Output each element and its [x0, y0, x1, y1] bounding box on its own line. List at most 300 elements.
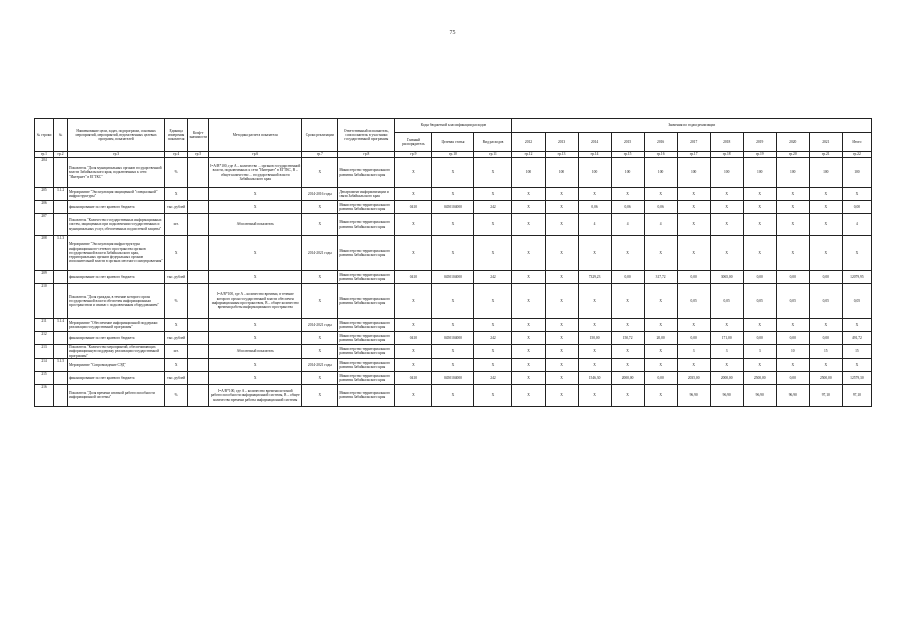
total-value-cell: X [842, 236, 871, 271]
cs-code-cell: X [432, 214, 474, 236]
year-value-cell: X [677, 319, 710, 332]
executor-cell: Министерство территориального развития Забайкальского края [338, 319, 395, 332]
table-row [35, 284, 872, 319]
cs-code-cell: 0450104000 [432, 371, 474, 384]
header-year: 2015 [611, 133, 644, 152]
year-value-cell: X [710, 236, 743, 271]
unit-cell: X [165, 358, 188, 371]
executor-cell: Министерство территориального развития Забайкальского края [338, 371, 395, 384]
method-cell: X [209, 271, 302, 284]
column-number: гр.10 [432, 152, 474, 158]
vr-code-cell: 242 [474, 371, 512, 384]
unit-cell: тыс. рублей [165, 201, 188, 214]
year-value-cell: X [578, 284, 611, 319]
year-value-cell: 100 [677, 158, 710, 188]
total-value-cell: X [842, 319, 871, 332]
year-value-cell: X [644, 236, 677, 271]
year-value-cell: X [644, 284, 677, 319]
year-value-cell: X [644, 319, 677, 332]
header-row-1 [35, 119, 872, 133]
name-cell: финансирование за счет краевого бюджета [68, 271, 165, 284]
year-value-cell: 100 [776, 158, 809, 188]
cs-code-cell: X [432, 236, 474, 271]
year-value-cell: 100 [644, 158, 677, 188]
method-cell: X [209, 358, 302, 371]
header-cs: Целевая статья [432, 133, 474, 152]
coef-cell [188, 319, 209, 332]
year-value-cell: X [545, 188, 578, 201]
total-value-cell: X [842, 358, 871, 371]
year-value-cell: 2000,00 [611, 371, 644, 384]
gr-code-cell: X [395, 345, 432, 359]
method-cell: Абсолютный показатель [209, 214, 302, 236]
row-number-cell: 207 [35, 214, 54, 236]
gr-code-cell: X [395, 319, 432, 332]
name-cell: финансирование за счет краевого бюджета [68, 332, 165, 345]
row-number-cell: 204 [35, 158, 54, 188]
name-cell: Показатель "Количество мероприятий, обеспечивающих информационную поддержку реализации государственной программы" [68, 345, 165, 359]
year-value-cell: X [611, 236, 644, 271]
gr-code-cell: X [395, 214, 432, 236]
year-value-cell: X [776, 214, 809, 236]
year-value-cell: 0,05 [743, 284, 776, 319]
column-number: гр.19 [743, 152, 776, 158]
year-value-cell: X [512, 319, 545, 332]
year-value-cell: 96,90 [710, 384, 743, 406]
year-value-cell: X [809, 214, 842, 236]
header-method: Методика расчета показателя [209, 119, 302, 152]
method-cell: I=A/B*100, где A – количество времени штатной работоспособности информационной системы, B – общее количество времени работы информационной системы [209, 384, 302, 406]
total-value-cell: 12579,30 [842, 371, 871, 384]
row-number-cell: 205 [35, 188, 54, 201]
item-number-cell [54, 158, 68, 188]
period-cell: X [302, 158, 338, 188]
row-number-cell: 211 [35, 319, 54, 332]
year-value-cell: 0,00 [809, 332, 842, 345]
year-value-cell: 4 [644, 214, 677, 236]
name-cell: финансирование за счет краевого бюджета [68, 201, 165, 214]
year-value-cell: X [809, 319, 842, 332]
item-number-cell [54, 384, 68, 406]
year-value-cell: X [644, 345, 677, 359]
year-value-cell: X [512, 236, 545, 271]
gr-code-cell: X [395, 284, 432, 319]
year-value-cell: X [743, 201, 776, 214]
header-row-no: № строки [35, 119, 54, 152]
row-number-cell: 213 [35, 345, 54, 359]
column-number: гр.11 [474, 152, 512, 158]
total-value-cell: 15 [842, 345, 871, 359]
year-value-cell: X [611, 188, 644, 201]
year-value-cell: X [578, 358, 611, 371]
name-cell: Показатель "Доля муниципальных органов государственной власти Забайкальского края, подключенных к сети "Интернет" в ЕГТКС" [68, 158, 165, 188]
method-cell: X [209, 319, 302, 332]
cs-code-cell: X [432, 284, 474, 319]
cs-code-cell: X [432, 384, 474, 406]
row-number-cell: 215 [35, 371, 54, 384]
year-value-cell: X [809, 201, 842, 214]
year-value-cell: X [809, 188, 842, 201]
name-cell: Мероприятие "Обеспечение информационной поддержки реализации государственной программы" [68, 319, 165, 332]
gr-code-cell: X [395, 188, 432, 201]
year-value-cell: X [512, 188, 545, 201]
year-value-cell: X [710, 214, 743, 236]
table-row [35, 371, 872, 384]
column-number: гр.12 [512, 152, 545, 158]
year-value-cell: X [776, 236, 809, 271]
header-year: 2020 [776, 133, 809, 152]
year-value-cell: 2500,00 [743, 371, 776, 384]
coef-cell [188, 284, 209, 319]
year-value-cell: X [545, 236, 578, 271]
year-value-cell: X [512, 214, 545, 236]
year-value-cell: X [545, 201, 578, 214]
year-value-cell: X [743, 236, 776, 271]
header-executor: Ответственный исполнитель, соисполнитель в участники государственной программы [338, 119, 395, 152]
gr-code-cell: 0410 [395, 201, 432, 214]
year-value-cell: X [578, 236, 611, 271]
table-row [35, 271, 872, 284]
year-value-cell: 3 [743, 345, 776, 359]
year-value-cell: 3 [677, 345, 710, 359]
year-value-cell: X [677, 358, 710, 371]
year-value-cell: X [545, 284, 578, 319]
year-value-cell: 0,05 [776, 284, 809, 319]
table-row [35, 358, 872, 371]
year-value-cell: 150,00 [578, 332, 611, 345]
year-value-cell: 0,00 [677, 332, 710, 345]
executor-cell: Министерство территориального развития Забайкальского края [338, 236, 395, 271]
vr-code-cell: X [474, 158, 512, 188]
year-value-cell: 0,00 [776, 332, 809, 345]
year-value-cell: X [578, 188, 611, 201]
column-number: гр.6 [209, 152, 302, 158]
period-cell: X [302, 384, 338, 406]
column-number: гр.15 [611, 152, 644, 158]
total-value-cell: 4 [842, 214, 871, 236]
unit-cell: X [165, 319, 188, 332]
year-value-cell: 15 [809, 345, 842, 359]
year-value-cell: 3065,00 [710, 271, 743, 284]
name-cell: Показатель "Количество государственных информационных систем, защищенных при подключении государственных и муниципальных услуг, обеспеченных подсистемой защиты" [68, 214, 165, 236]
method-cell: X [209, 332, 302, 345]
total-value-cell: 97,10 [842, 384, 871, 406]
coef-cell [188, 188, 209, 201]
year-value-cell: 10 [776, 345, 809, 359]
program-table [34, 118, 872, 407]
year-value-cell: 3 [710, 345, 743, 359]
item-number-cell [54, 271, 68, 284]
column-number: гр.8 [338, 152, 395, 158]
vr-code-cell: X [474, 358, 512, 371]
year-value-cell: 317,72 [644, 271, 677, 284]
total-value-cell: 0,05 [842, 284, 871, 319]
gr-code-cell: X [395, 384, 432, 406]
year-value-cell: X [710, 188, 743, 201]
year-value-cell: X [512, 332, 545, 345]
gr-code-cell: 0410 [395, 371, 432, 384]
item-number-cell [54, 284, 68, 319]
year-value-cell: X [545, 358, 578, 371]
unit-cell: X [165, 188, 188, 201]
unit-cell: тыс. рублей [165, 371, 188, 384]
year-value-cell: X [545, 214, 578, 236]
year-value-cell: X [512, 345, 545, 359]
year-value-cell: X [677, 236, 710, 271]
page-number: 75 [449, 30, 456, 36]
coef-cell [188, 332, 209, 345]
year-value-cell: X [578, 345, 611, 359]
header-num: № [54, 119, 68, 152]
total-value-cell: X [842, 188, 871, 201]
header-budget-codes: Коды бюджетной классификации расходов [395, 119, 512, 133]
year-value-cell: X [512, 371, 545, 384]
method-cell: X [209, 236, 302, 271]
vr-code-cell: X [474, 384, 512, 406]
coef-cell [188, 158, 209, 188]
year-value-cell: 4 [578, 214, 611, 236]
year-value-cell: X [644, 358, 677, 371]
year-value-cell: 7329,23 [578, 271, 611, 284]
year-value-cell: X [611, 284, 644, 319]
table-row [35, 214, 872, 236]
row-number-cell: 208 [35, 236, 54, 271]
column-number: гр.18 [710, 152, 743, 158]
table-row [35, 201, 872, 214]
name-cell: Мероприятие "Эксплуатация защищенной "специальной" инфраструктуры" [68, 188, 165, 201]
unit-cell: шт. [165, 345, 188, 359]
period-cell: X [302, 371, 338, 384]
executor-cell: Министерство территориального развития Забайкальского края [338, 384, 395, 406]
year-value-cell: X [611, 384, 644, 406]
year-value-cell: X [710, 319, 743, 332]
year-value-cell: X [710, 201, 743, 214]
coef-cell [188, 236, 209, 271]
year-value-cell: X [677, 188, 710, 201]
total-value-cell: 0,00 [842, 201, 871, 214]
year-value-cell: X [545, 319, 578, 332]
method-cell: I=A/B*100, где A – количество ... органов государственной власти, подключенных к сети "Интернет" в ЕГТКС, B – общее количество ... государственной власти Забайкальского края [209, 158, 302, 188]
year-value-cell: X [545, 371, 578, 384]
unit-cell: шт. [165, 214, 188, 236]
header-year: 2017 [677, 133, 710, 152]
year-value-cell: X [743, 358, 776, 371]
name-cell: Мероприятие "Сопровождение СЭД" [68, 358, 165, 371]
item-number-cell: 3.1.5 [54, 358, 68, 371]
year-value-cell: X [512, 384, 545, 406]
executor-cell: Министерство территориального развития Забайкальского края [338, 358, 395, 371]
executor-cell: Министерство территориального развития Забайкальского края [338, 271, 395, 284]
cs-code-cell: 0450104000 [432, 201, 474, 214]
item-number-cell: 3.1.4 [54, 319, 68, 332]
year-value-cell: X [743, 188, 776, 201]
year-value-cell: 96,90 [776, 384, 809, 406]
year-value-cell: X [743, 319, 776, 332]
year-value-cell: 100 [743, 158, 776, 188]
column-number: гр.13 [545, 152, 578, 158]
year-value-cell: X [677, 214, 710, 236]
year-value-cell: 100 [545, 158, 578, 188]
row-number-cell: 216 [35, 384, 54, 406]
coef-cell [188, 371, 209, 384]
method-cell: I=A/B*100, где A – количество времени, в течение которого орган государственной власти обеспечен информационным пространством, B – общее количество времени работы информационного пространства [209, 284, 302, 319]
year-value-cell: 4 [611, 214, 644, 236]
total-value-cell: 100 [842, 158, 871, 188]
total-value-cell: 491,72 [842, 332, 871, 345]
year-value-cell: X [710, 358, 743, 371]
year-value-cell: X [545, 345, 578, 359]
column-number: гр.1 [35, 152, 54, 158]
table-row [35, 319, 872, 332]
name-cell: финансирование за счет краевого бюджета [68, 371, 165, 384]
period-cell: 2014-2021 годы [302, 236, 338, 271]
year-value-cell: 0,06 [611, 201, 644, 214]
year-value-cell: 0,00 [776, 271, 809, 284]
column-number: гр.20 [776, 152, 809, 158]
year-value-cell: 150,72 [611, 332, 644, 345]
column-number: гр.14 [578, 152, 611, 158]
period-cell: X [302, 284, 338, 319]
column-number: гр.5 [188, 152, 209, 158]
year-value-cell: X [644, 384, 677, 406]
period-cell: 2014-2021 годы [302, 358, 338, 371]
year-value-cell: X [809, 358, 842, 371]
row-number-cell: 209 [35, 271, 54, 284]
method-cell: X [209, 188, 302, 201]
year-value-cell: 0,05 [809, 284, 842, 319]
header-name: Наименование цели, задач, подпрограмм, основных мероприятий, мероприятий, ведомственных целевых программ, показателей [68, 119, 165, 152]
period-cell: X [302, 345, 338, 359]
vr-code-cell: X [474, 319, 512, 332]
header-year: 2018 [710, 133, 743, 152]
executor-cell: Департамент информатизации и связи Забайкальского края [338, 188, 395, 201]
year-value-cell: 0,00 [743, 332, 776, 345]
period-cell: X [302, 214, 338, 236]
name-cell: Показатель "Доля граждан, в течение которого орган государственной власти обеспечен информационным пространством и связью с подключенным оборудованием" [68, 284, 165, 319]
executor-cell: Министерство территориального развития Забайкальского края [338, 284, 395, 319]
year-value-cell: 100 [578, 158, 611, 188]
year-value-cell: X [545, 384, 578, 406]
gr-code-cell: 0410 [395, 271, 432, 284]
year-value-cell: X [677, 201, 710, 214]
table-row [35, 384, 872, 406]
year-value-cell: X [776, 201, 809, 214]
coef-cell [188, 384, 209, 406]
column-number: гр.2 [54, 152, 68, 158]
period-cell: X [302, 201, 338, 214]
header-period: Сроки реализации [302, 119, 338, 152]
year-value-cell: 20,00 [644, 332, 677, 345]
column-number: гр.9 [395, 152, 432, 158]
row-number-cell: 206 [35, 201, 54, 214]
executor-cell: Министерство территориального развития Забайкальского края [338, 332, 395, 345]
unit-cell: % [165, 284, 188, 319]
row-number-cell: 212 [35, 332, 54, 345]
cs-code-cell: X [432, 358, 474, 371]
unit-cell: % [165, 158, 188, 188]
vr-code-cell: X [474, 188, 512, 201]
header-year: 2012 [512, 133, 545, 152]
executor-cell: Министерство территориального развития Забайкальского края [338, 345, 395, 359]
header-total: Итого [842, 133, 871, 152]
year-value-cell: 96,90 [677, 384, 710, 406]
year-value-cell: X [512, 284, 545, 319]
header-gr: Главный распорядитель [395, 133, 432, 152]
cs-code-cell: X [432, 158, 474, 188]
method-cell: X [209, 371, 302, 384]
table-row [35, 345, 872, 359]
cs-code-cell: X [432, 188, 474, 201]
vr-code-cell: 242 [474, 271, 512, 284]
year-value-cell: X [611, 358, 644, 371]
column-number: гр.16 [644, 152, 677, 158]
name-cell: Показатель "Доля времени штатной работоспособности информационной системы" [68, 384, 165, 406]
column-number: гр.17 [677, 152, 710, 158]
year-value-cell: 0,05 [677, 284, 710, 319]
year-value-cell: 0,00 [743, 271, 776, 284]
vr-code-cell: X [474, 236, 512, 271]
period-cell: 2014-2016 годы [302, 188, 338, 201]
year-value-cell: X [512, 271, 545, 284]
item-number-cell: 3.1.2 [54, 188, 68, 201]
vr-code-cell: X [474, 284, 512, 319]
header-values-by-year: Значения по годам реализации [512, 119, 872, 133]
year-value-cell: 171,00 [710, 332, 743, 345]
year-value-cell: X [809, 236, 842, 271]
column-number: гр.3 [68, 152, 165, 158]
header-year: 2021 [809, 133, 842, 152]
gr-code-cell: 0410 [395, 332, 432, 345]
vr-code-cell: 242 [474, 332, 512, 345]
row-number-cell: 210 [35, 284, 54, 319]
method-cell: X [209, 201, 302, 214]
year-value-cell: 97,10 [809, 384, 842, 406]
cs-code-cell: X [432, 345, 474, 359]
header-coef: Коэф-т значимости [188, 119, 209, 152]
year-value-cell: X [611, 345, 644, 359]
year-value-cell: X [578, 384, 611, 406]
column-number: гр.4 [165, 152, 188, 158]
table-row [35, 332, 872, 345]
executor-cell: Министерство территориального развития Забайкальского края [338, 158, 395, 188]
unit-cell: % [165, 384, 188, 406]
gr-code-cell: X [395, 158, 432, 188]
vr-code-cell: X [474, 345, 512, 359]
column-number: гр.22 [842, 152, 871, 158]
year-value-cell: 0,00 [611, 271, 644, 284]
year-value-cell: X [545, 271, 578, 284]
header-year: 2016 [644, 133, 677, 152]
period-cell: 2014-2021 годы [302, 319, 338, 332]
gr-code-cell: X [395, 358, 432, 371]
column-number: гр.7 [302, 152, 338, 158]
period-cell: X [302, 271, 338, 284]
header-year: 2019 [743, 133, 776, 152]
item-number-cell [54, 371, 68, 384]
header-vr: Вид расходов [474, 133, 512, 152]
unit-cell: тыс. рублей [165, 332, 188, 345]
item-number-cell [54, 332, 68, 345]
coef-cell [188, 271, 209, 284]
period-cell: X [302, 332, 338, 345]
gr-code-cell: X [395, 236, 432, 271]
year-value-cell: X [611, 319, 644, 332]
cs-code-cell: 0450104000 [432, 271, 474, 284]
year-value-cell: X [512, 358, 545, 371]
year-value-cell: 2500,00 [809, 371, 842, 384]
coef-cell [188, 358, 209, 371]
year-value-cell: 100 [611, 158, 644, 188]
